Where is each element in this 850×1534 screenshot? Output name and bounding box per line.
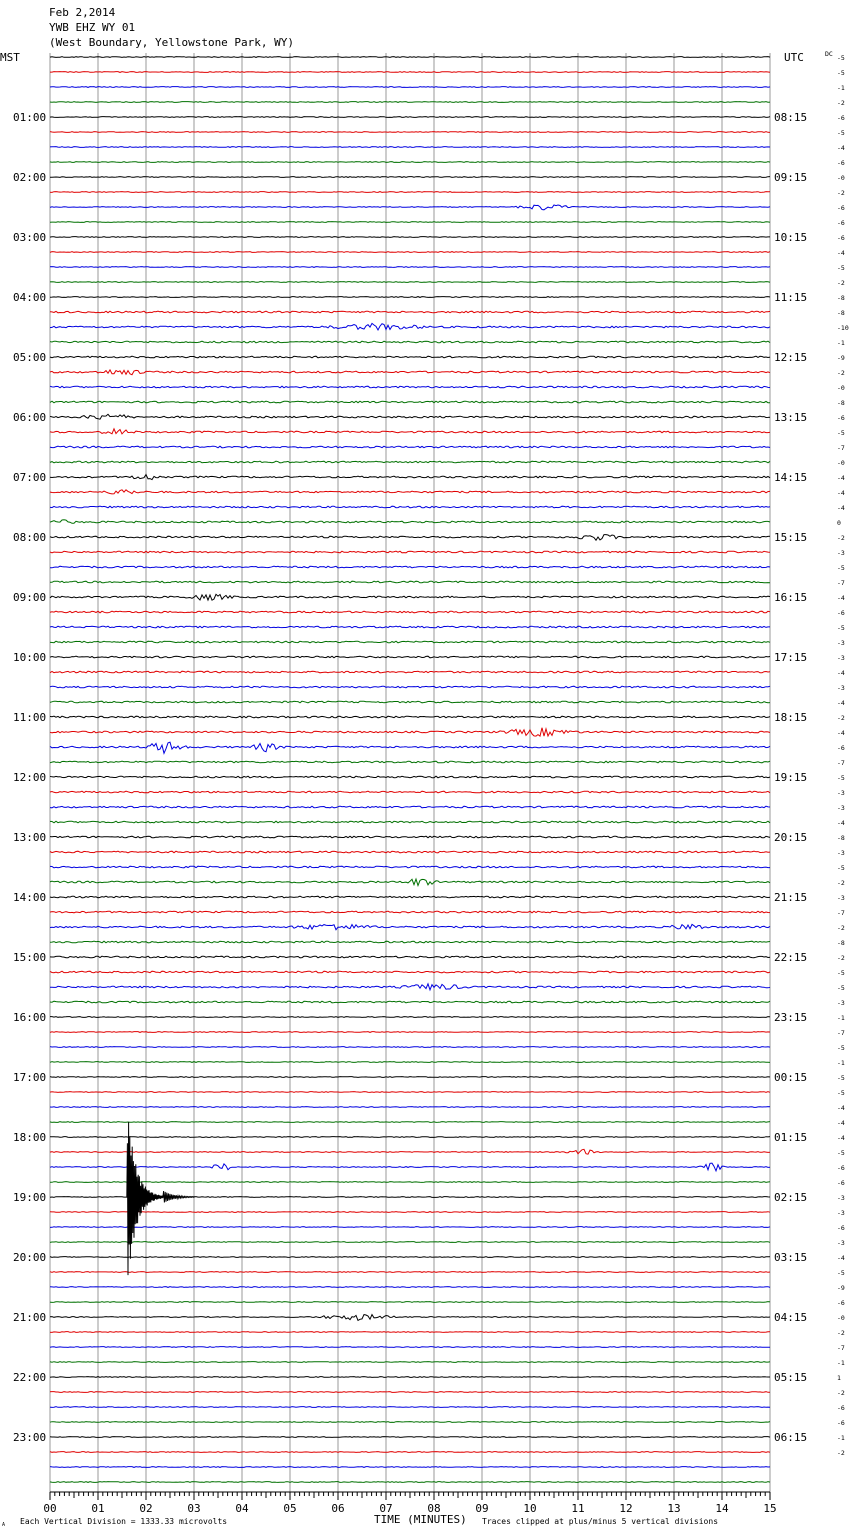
seismic-trace [50,971,770,973]
title-station: YWB EHZ WY 01 [49,21,136,34]
seismic-trace [50,147,770,148]
seismic-trace [50,1287,770,1288]
dc-offset-label: -5 [837,1149,845,1157]
x-tick-label: 12 [619,1502,633,1515]
seismic-trace [50,311,770,313]
seismic-trace [50,611,770,613]
left-hour-label: 20:00 [13,1251,47,1264]
x-tick-label: 06 [331,1502,345,1515]
seismic-trace [50,323,770,330]
dc-offset-label: -4 [837,1119,845,1127]
x-axis [43,1492,776,1515]
dc-offset-label: -2 [837,879,845,887]
left-hour-label: 07:00 [13,471,47,484]
x-tick-label: 08 [427,1502,441,1515]
dc-offset-label: -6 [837,234,845,242]
dc-offset-label: -6 [837,414,845,422]
seismic-trace [50,941,770,943]
seismic-trace [50,581,770,583]
dc-offset-label: -0 [837,174,845,182]
seismic-trace [50,429,770,434]
seismic-trace [50,162,770,163]
dc-offset-label: -6 [837,609,845,617]
seismic-trace [50,1452,770,1453]
dc-offset-label: -3 [837,849,845,857]
dc-offset-label: -4 [837,729,845,737]
dc-offset-label: -9 [837,354,845,362]
dc-offset-label: -2 [837,1389,845,1397]
dc-offset-label: -5 [837,1269,845,1277]
seismic-trace [50,761,770,763]
seismic-trace [50,1332,770,1333]
x-tick-label: 00 [43,1502,57,1515]
right-axis-label: UTC [784,51,804,64]
dc-offset-label: -4 [837,504,845,512]
left-hour-label: 17:00 [13,1071,47,1084]
seismic-trace [50,1077,770,1078]
dc-offset-label: -4 [837,699,845,707]
x-tick-label: 09 [475,1502,489,1515]
right-hour-label: 06:15 [774,1431,808,1444]
seismic-trace [50,252,770,253]
seismic-trace [50,1347,770,1348]
seismic-trace [50,566,770,568]
right-hour-label: 19:15 [774,771,808,784]
dc-offset-label: -5 [837,624,845,632]
seismic-trace [50,551,770,553]
right-hour-label: 09:15 [774,171,808,184]
seismic-trace [50,414,770,419]
seismic-trace [50,102,770,103]
dc-offset-label: -3 [837,1239,845,1247]
right-hour-label: 04:15 [774,1311,808,1324]
seismic-trace [50,475,770,480]
seismic-trace [50,297,770,298]
x-tick-label: 15 [763,1502,777,1515]
dc-offset-label: -1 [837,1359,845,1367]
seismic-trace [50,222,770,223]
seismic-trace [50,386,770,388]
dc-offset-label: -2 [837,534,845,542]
dc-offset-label: -4 [837,819,845,827]
x-tick-label: 01 [91,1502,105,1515]
seismic-trace [50,1149,770,1154]
dc-offset-label: -6 [837,1179,845,1187]
dc-offset-label: -6 [837,1164,845,1172]
dc-offset-label: -5 [837,774,845,782]
seismic-trace [50,851,770,853]
seismic-trace [50,446,770,448]
dc-offset-label: -1 [837,339,845,347]
dc-offset-label: -7 [837,579,845,587]
footer-clip-note: Traces clipped at plus/minus 5 vertical divisions [482,1517,719,1526]
dc-offset-label: -4 [837,474,845,482]
seismic-trace [50,1212,770,1213]
seismic-trace [50,716,770,718]
right-hour-label: 00:15 [774,1071,808,1084]
seismic-trace [50,984,770,990]
left-hour-label: 16:00 [13,1011,47,1024]
dc-offset-label: 0 [837,519,841,527]
dc-offset-label: -4 [837,144,845,152]
dc-offset-label: -1 [837,1059,845,1067]
dc-offset-label: -4 [837,1134,845,1142]
right-hour-label: 18:15 [774,711,808,724]
dc-offset-label: -1 [837,84,845,92]
seismic-trace [50,656,770,658]
dc-offset-label: -7 [837,444,845,452]
seismic-trace [50,177,770,178]
left-hour-label: 06:00 [13,411,47,424]
earthquake-waveform [127,1122,195,1275]
seismic-trace [50,490,770,494]
right-hour-label: 10:15 [774,231,808,244]
dc-offset-label: -6 [837,204,845,212]
left-hour-labels [13,111,46,1444]
footer-scale-note: Each Vertical Division = 1333.33 microvolts [20,1517,228,1526]
dc-offset-label: -0 [837,384,845,392]
dc-offset-label: -8 [837,834,845,842]
dc-offset-label: -10 [837,324,849,332]
seismic-trace [50,836,770,838]
dc-offset-label: -0 [837,459,845,467]
dc-offset-label: -8 [837,309,845,317]
dc-offset-label: -9 [837,1284,845,1292]
right-hour-label: 23:15 [774,1011,808,1024]
dc-offset-label: -6 [837,159,845,167]
x-axis-label: TIME (MINUTES) [374,1513,467,1526]
dc-offset-label: -3 [837,654,845,662]
seismic-trace [50,1107,770,1108]
seismic-trace [50,1315,770,1321]
x-tick-label: 11 [571,1502,585,1515]
dc-offset-label: -5 [837,54,845,62]
right-hour-label: 17:15 [774,651,808,664]
footer-corner-mark: A [2,1522,6,1528]
x-tick-label: 14 [715,1502,729,1515]
right-hour-label: 12:15 [774,351,808,364]
seismic-trace [50,267,770,268]
dc-offset-label: 1 [837,1374,841,1382]
seismic-trace [50,806,770,808]
dc-offset-label: -7 [837,1344,845,1352]
dc-offset-label: -5 [837,69,845,77]
seismic-trace [50,57,770,58]
dc-offset-label: -3 [837,1209,845,1217]
x-tick-label: 07 [379,1502,393,1515]
dc-offset-label: -3 [837,789,845,797]
seismic-trace [50,1362,770,1363]
left-hour-label: 18:00 [13,1131,47,1144]
dc-offset-label: -3 [837,1194,845,1202]
dc-offset-label: -1 [837,1014,845,1022]
dc-offset-label: -5 [837,129,845,137]
seismic-trace [50,1017,770,1018]
right-hour-label: 08:15 [774,111,808,124]
seismic-trace [50,132,770,133]
trace-group [50,57,770,1483]
dc-offset-label: -6 [837,1224,845,1232]
right-hour-label: 13:15 [774,411,808,424]
dc-offset-label: -5 [837,969,845,977]
seismic-trace [50,1122,770,1123]
right-hour-label: 11:15 [774,291,808,304]
right-hour-label: 22:15 [774,951,808,964]
seismic-trace [50,1257,770,1258]
seismic-trace [50,879,770,885]
dc-offset-label: -5 [837,264,845,272]
dc-offset-label: -4 [837,669,845,677]
dc-offset-label: -2 [837,1449,845,1457]
seismic-trace [50,1047,770,1048]
left-hour-label: 08:00 [13,531,47,544]
seismic-trace [50,1001,770,1003]
left-axis-label: MST [0,51,20,64]
seismic-trace [50,1092,770,1093]
seismic-trace [50,821,770,823]
dc-offset-label: -4 [837,1104,845,1112]
seismic-trace [50,1407,770,1408]
dc-offset-label: -4 [837,594,845,602]
right-hour-label: 15:15 [774,531,808,544]
seismic-trace [50,701,770,703]
dc-offset-label: -2 [837,1329,845,1337]
seismic-trace [50,594,770,600]
seismic-trace [50,205,770,210]
title-date: Feb 2,2014 [49,6,116,19]
seismic-trace [50,671,770,673]
dc-offset-label: -6 [837,1299,845,1307]
seismic-trace [50,87,770,88]
left-hour-label: 15:00 [13,951,47,964]
x-tick-label: 04 [235,1502,249,1515]
left-hour-label: 10:00 [13,651,47,664]
seismic-trace [50,1062,770,1063]
seismic-trace [50,506,770,508]
seismic-trace [50,520,770,524]
dc-offset-label: -3 [837,894,845,902]
seismic-trace [50,535,770,541]
dc-offset-label: -8 [837,399,845,407]
seismic-trace [50,1032,770,1033]
right-hour-labels [774,111,807,1444]
dc-offset-label: -1 [837,1434,845,1442]
dc-offset-label: -5 [837,1044,845,1052]
minute-grid [50,53,770,1492]
dc-offset-label: -6 [837,114,845,122]
seismic-trace [50,776,770,778]
x-tick-label: 03 [187,1502,201,1515]
left-hour-label: 14:00 [13,891,47,904]
dc-offset-label: -3 [837,684,845,692]
left-hour-label: 04:00 [13,291,47,304]
seismic-trace [50,1302,770,1303]
seismic-trace [50,1422,770,1423]
x-tick-label: 10 [523,1502,537,1515]
left-hour-label: 03:00 [13,231,47,244]
seismic-trace [50,1272,770,1273]
dc-offset-label: -5 [837,1074,845,1082]
title-location: (West Boundary, Yellowstone Park, WY) [49,36,295,49]
chart-title [49,6,294,49]
seismic-trace [50,896,770,898]
seismic-trace [50,117,770,118]
seismic-trace [50,626,770,628]
right-hour-label: 14:15 [774,471,808,484]
seismic-trace [50,1377,770,1378]
dc-offset-labels [837,54,849,1457]
dc-offset-label: -2 [837,954,845,962]
right-hour-label: 05:15 [774,1371,808,1384]
left-hour-label: 11:00 [13,711,47,724]
dc-offset-label: -5 [837,864,845,872]
dc-offset-label: -5 [837,1089,845,1097]
dc-offset-label: -4 [837,1254,845,1262]
left-hour-label: 02:00 [13,171,47,184]
dc-offset-label: -3 [837,804,845,812]
right-hour-label: 03:15 [774,1251,808,1264]
dc-offset-label: -2 [837,189,845,197]
seismic-trace [50,356,770,358]
left-hour-label: 13:00 [13,831,47,844]
earthquake-signal [127,1122,195,1275]
seismic-trace [50,1182,770,1183]
dc-offset-label: -4 [837,489,845,497]
right-hour-label: 02:15 [774,1191,808,1204]
dc-offset-label: -3 [837,549,845,557]
right-hour-label: 16:15 [774,591,808,604]
x-tick-label: 02 [139,1502,153,1515]
seismic-trace [50,1163,770,1171]
left-hour-label: 01:00 [13,111,47,124]
right-hour-label: 21:15 [774,891,808,904]
dc-offset-label: -5 [837,564,845,572]
dc-offset-label: -4 [837,249,845,257]
seismic-trace [50,1137,770,1138]
seismic-trace [50,686,770,688]
seismic-trace [50,461,770,463]
seismic-trace [50,401,770,403]
dc-offset-label: -6 [837,1419,845,1427]
seismic-trace [50,641,770,643]
left-hour-label: 21:00 [13,1311,47,1324]
dc-offset-label: -8 [837,939,845,947]
seismic-trace [50,1437,770,1438]
right-hour-label: 20:15 [774,831,808,844]
left-hour-label: 05:00 [13,351,47,364]
dc-offset-label: -7 [837,759,845,767]
dc-label: DC [825,50,833,58]
seismic-trace [50,911,770,913]
seismic-trace [50,370,770,375]
x-tick-label: 13 [667,1502,681,1515]
seismic-trace [50,956,770,958]
dc-offset-label: -2 [837,924,845,932]
left-hour-label: 23:00 [13,1431,47,1444]
left-hour-label: 19:00 [13,1191,47,1204]
seismic-trace [50,924,770,929]
dc-offset-label: -6 [837,1404,845,1412]
dc-offset-label: -7 [837,909,845,917]
seismic-trace [50,742,770,753]
left-hour-label: 22:00 [13,1371,47,1384]
dc-offset-label: -2 [837,714,845,722]
dc-offset-label: -7 [837,1029,845,1037]
seismic-trace [50,1467,770,1468]
dc-offset-label: -5 [837,984,845,992]
seismic-trace [50,282,770,283]
dc-offset-label: -2 [837,369,845,377]
seismic-trace [50,1227,770,1228]
x-tick-label: 05 [283,1502,297,1515]
seismic-trace [50,237,770,238]
seismic-trace [50,341,770,343]
seismic-trace [50,866,770,868]
seismic-trace [50,791,770,793]
dc-offset-label: -2 [837,279,845,287]
seismic-trace [50,1482,770,1483]
seismic-trace [50,72,770,73]
seismic-trace [50,1392,770,1393]
dc-offset-label: -6 [837,744,845,752]
seismic-trace [50,192,770,193]
dc-offset-label: -0 [837,1314,845,1322]
seismic-trace [50,728,770,736]
dc-offset-label: -2 [837,99,845,107]
seismic-trace [50,1242,770,1243]
left-hour-label: 12:00 [13,771,47,784]
dc-offset-label: -8 [837,294,845,302]
dc-offset-label: -6 [837,219,845,227]
dc-offset-label: -3 [837,999,845,1007]
left-hour-label: 09:00 [13,591,47,604]
dc-offset-label: -3 [837,639,845,647]
dc-offset-label: -5 [837,429,845,437]
right-hour-label: 01:15 [774,1131,808,1144]
